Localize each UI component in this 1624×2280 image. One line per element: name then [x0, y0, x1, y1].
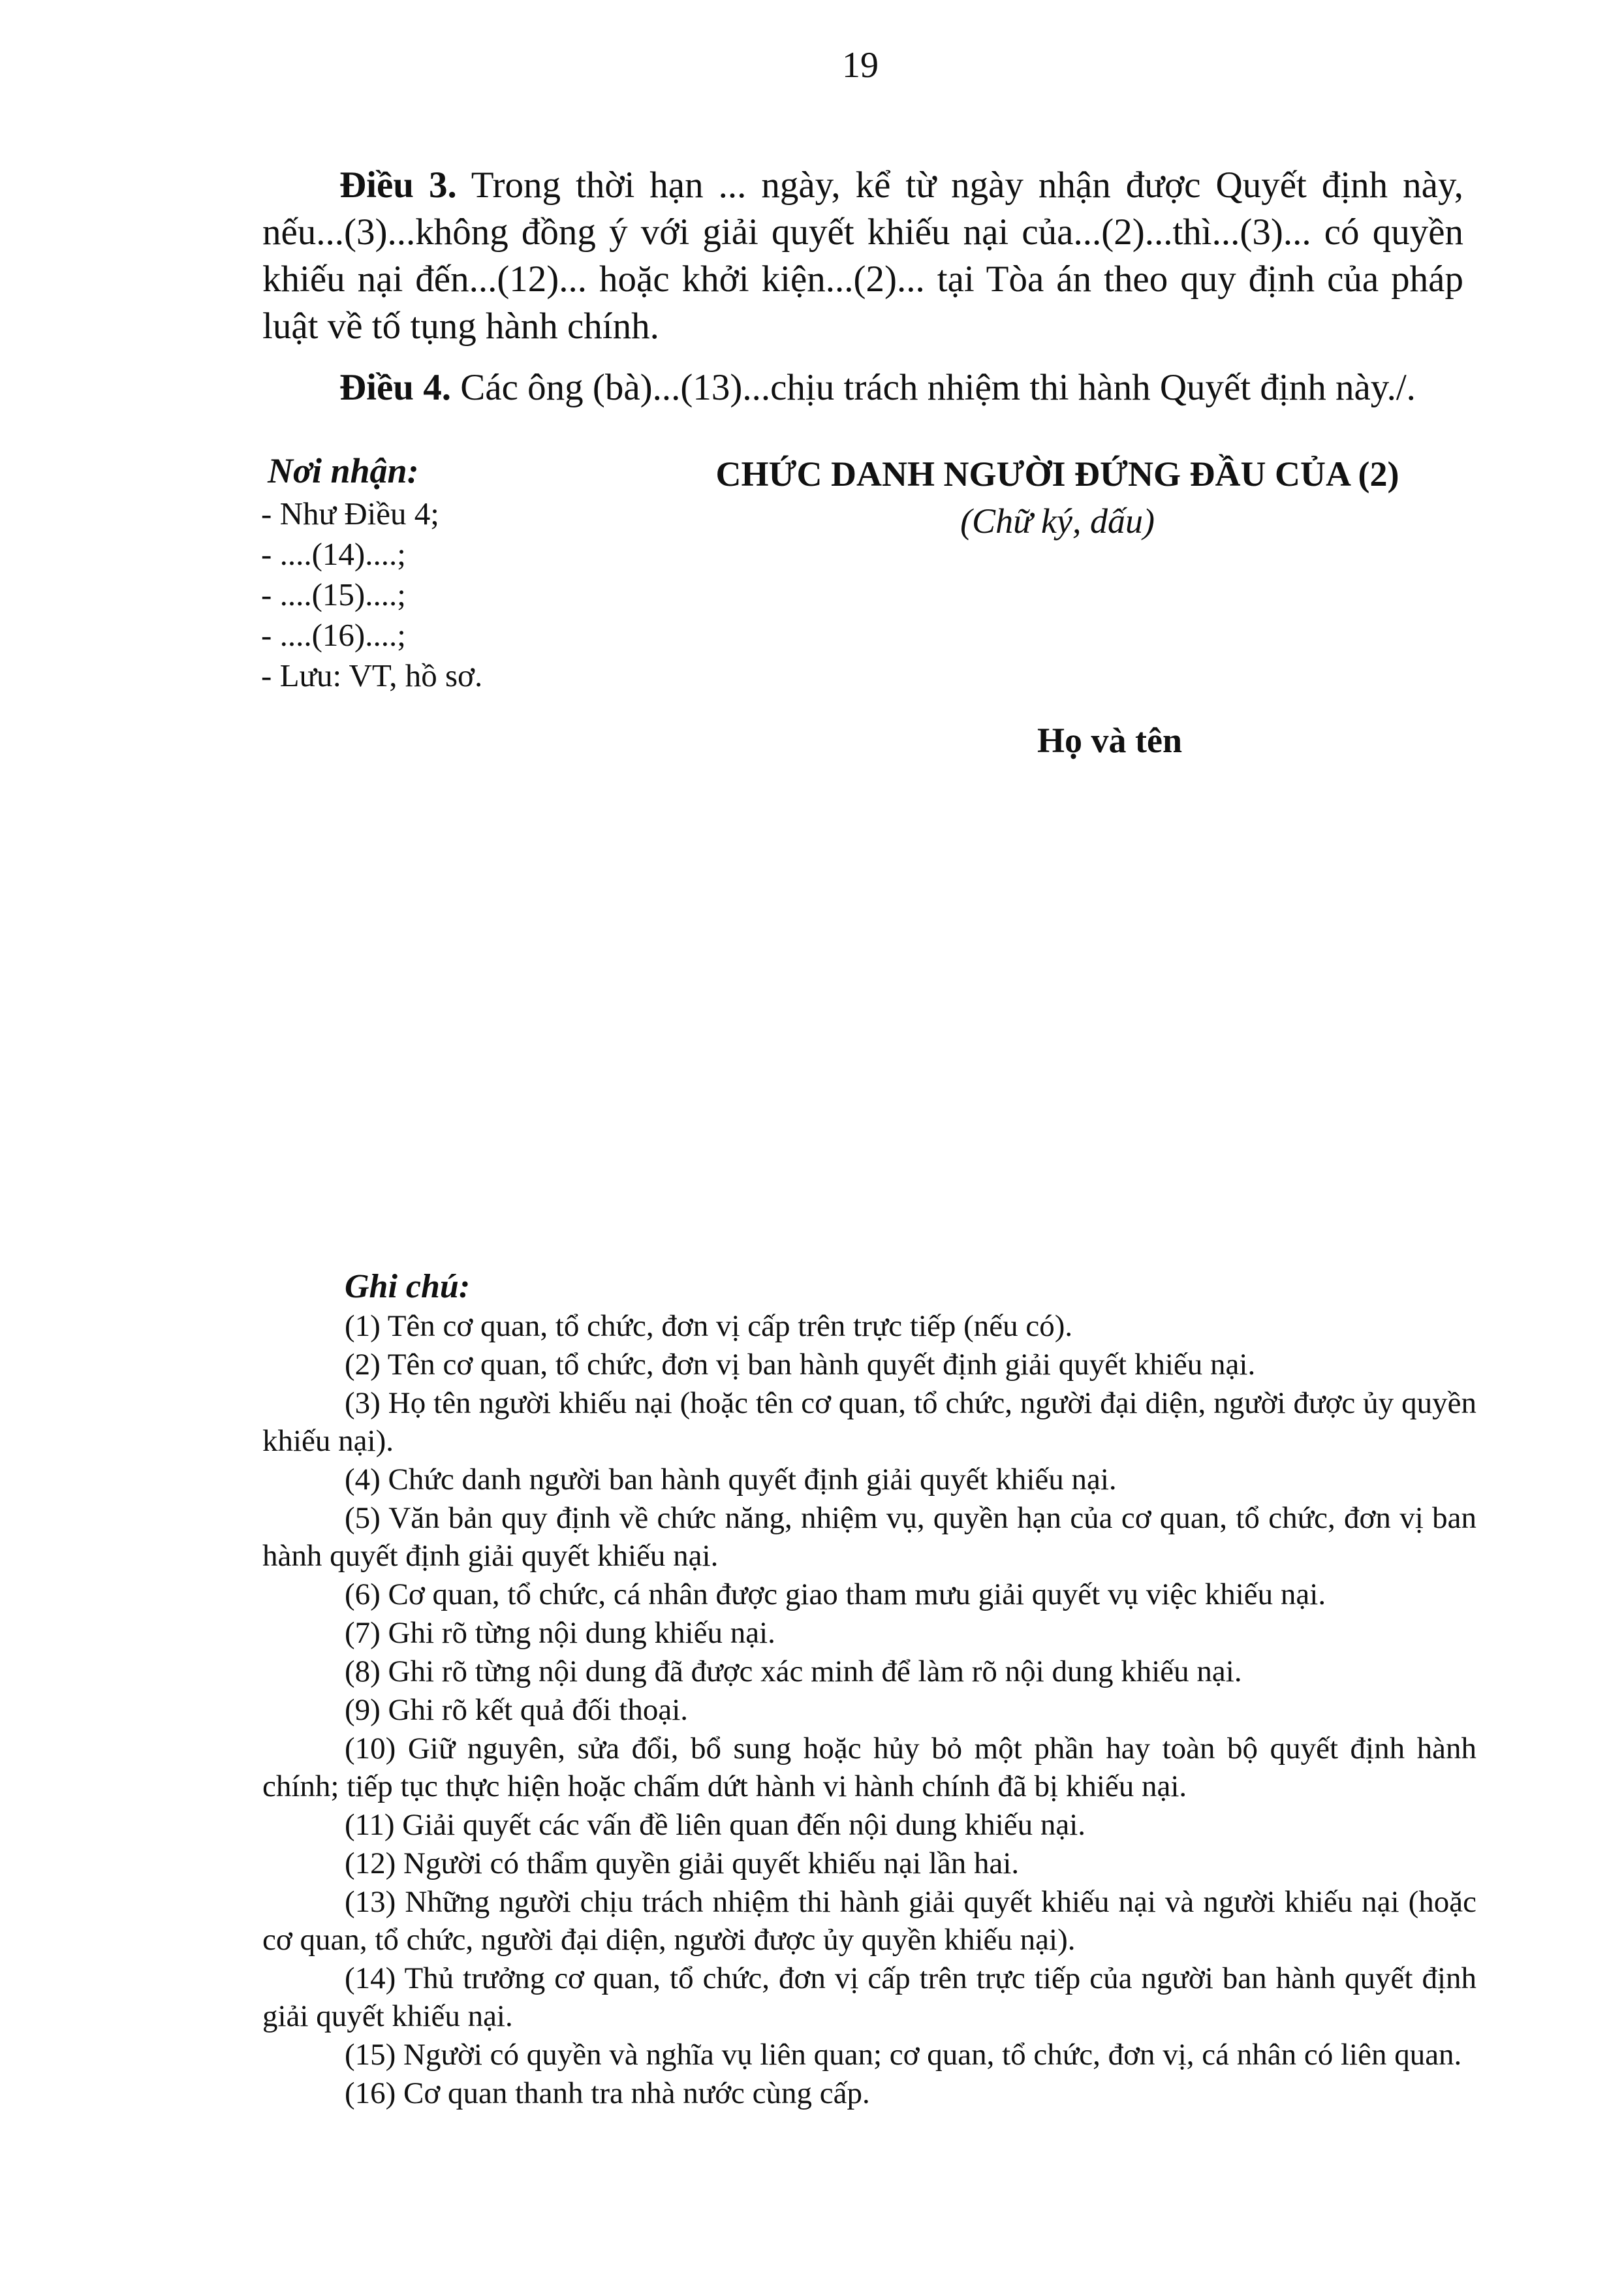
notes-section — [262, 1268, 1476, 2113]
signer-title: CHỨC DANH NGƯỜI ĐỨNG ĐẦU CỦA (2) — [715, 454, 1399, 494]
signature-hint: (Chữ ký, dấu) — [960, 501, 1155, 541]
recipients-heading: Nơi nhận: — [268, 451, 419, 490]
note-item: (3) Họ tên người khiếu nại (hoặc tên cơ quan, tổ chức, người đại diện, người được ủy quyền khiếu nại). — [262, 1386, 1476, 1458]
note-item: (4) Chức danh người ban hành quyết định giải quyết khiếu nại. — [345, 1463, 1117, 1496]
note-item: (9) Ghi rõ kết quả đối thoại. — [345, 1693, 689, 1727]
article-3-text: Trong thời hạn ... ngày, kể từ ngày nhận được Quyết định này, nếu...(3)...không đồng ý với giải quyết khiếu nại của...(2)...thì...(3)... có quyền khiếu nại đến...(12)... hoặc khởi kiện...(2)... tại Tòa án theo quy định của pháp luật về tố tụng hành chính. — [262, 165, 1463, 347]
article-3 — [262, 162, 1463, 350]
note-item: (11) Giải quyết các vấn đề liên quan đến nội dung khiếu nại. — [345, 1808, 1086, 1842]
note-item: (10) Giữ nguyên, sửa đổi, bổ sung hoặc hủy bỏ một phần hay toàn bộ quyết định hành chính; tiếp tục thực hiện hoặc chấm dứt hành vi hành chính đã bị khiếu nại. — [262, 1732, 1476, 1803]
note-item: (12) Người có thẩm quyền giải quyết khiếu nại lần hai. — [345, 1846, 1020, 1880]
recipient-item: - Lưu: VT, hồ sơ. — [261, 657, 483, 693]
recipient-item: - Như Điều 4; — [261, 496, 439, 531]
article-3-label: Điều 3. — [339, 165, 457, 206]
note-item: (2) Tên cơ quan, tổ chức, đơn vị ban hành quyết định giải quyết khiếu nại. — [345, 1348, 1256, 1382]
recipients-list — [261, 494, 627, 696]
recipient-item: - ....(16)....; — [261, 617, 406, 653]
note-item: (13) Những người chịu trách nhiệm thi hành giải quyết khiếu nại và người khiếu nại (hoặc cơ quan, tổ chức, người đại diện, người được ủy quyền khiếu nại). — [262, 1885, 1476, 1957]
note-item: (16) Cơ quan thanh tra nhà nước cùng cấp. — [345, 2076, 870, 2110]
recipient-item: - ....(15)....; — [261, 577, 406, 612]
article-4-text: Các ông (bà)...(13)...chịu trách nhiệm thi hành Quyết định này./. — [451, 367, 1416, 408]
article-4-label: Điều 4. — [339, 367, 451, 408]
notes-heading: Ghi chú: — [345, 1268, 471, 1305]
note-item: (6) Cơ quan, tổ chức, cá nhân được giao tham mưu giải quyết vụ việc khiếu nại. — [345, 1577, 1326, 1611]
note-item: (15) Người có quyền và nghĩa vụ liên quan; cơ quan, tổ chức, đơn vị, cá nhân có liên quan. — [345, 2038, 1462, 2072]
recipients-block — [261, 451, 627, 696]
recipient-item: - ....(14)....; — [261, 536, 406, 572]
signer-name: Họ và tên — [1037, 721, 1182, 760]
signature-block — [666, 451, 1449, 764]
note-item: (8) Ghi rõ từng nội dung đã được xác minh để làm rõ nội dung khiếu nại. — [345, 1655, 1242, 1688]
page-number: 19 — [842, 45, 879, 86]
note-item: (14) Thủ trưởng cơ quan, tổ chức, đơn vị cấp trên trực tiếp của người ban hành quyết định giải quyết khiếu nại. — [262, 1961, 1476, 2033]
note-item: (7) Ghi rõ từng nội dung khiếu nại. — [345, 1616, 775, 1650]
note-item: (5) Văn bản quy định về chức năng, nhiệm vụ, quyền hạn của cơ quan, tổ chức, đơn vị ban hành quyết định giải quyết khiếu nại. — [262, 1501, 1476, 1573]
note-item: (1) Tên cơ quan, tổ chức, đơn vị cấp trên trực tiếp (nếu có). — [345, 1309, 1073, 1343]
article-4 — [262, 364, 1463, 411]
articles-section — [262, 162, 1463, 426]
